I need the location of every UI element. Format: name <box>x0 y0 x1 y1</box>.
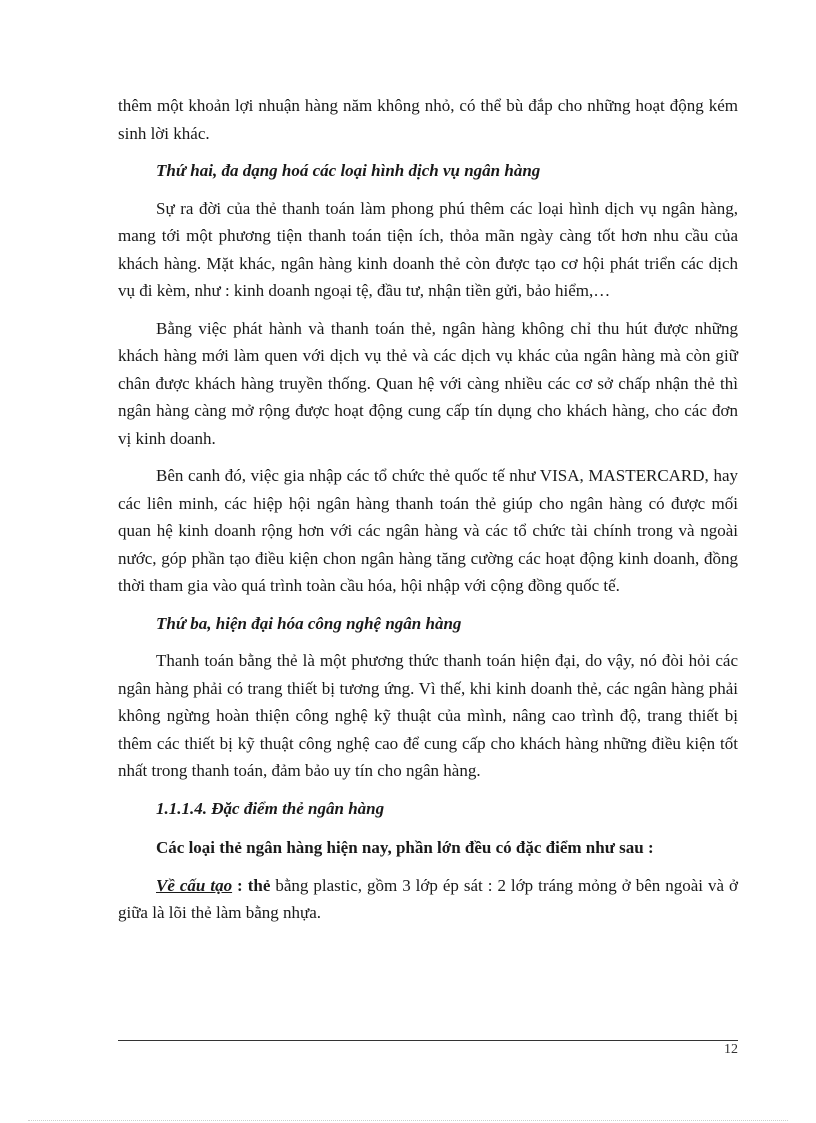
paragraph-customer-retention: Bằng việc phát hành và thanh toán thẻ, ngân hàng không chỉ thu hút được những khách hàng mới làm quen với dịch vụ thẻ và các dịch vụ khác của ngân hàng mà còn giữ chân được khách hàng truyền thống. Quan hệ với càng nhiều các cơ sở chấp nhận thẻ thì ngân hàng càng mở rộng được hoạt động cung cấp tín dụng cho khách hàng, cho các đơn vị kinh doanh. <box>118 318 738 448</box>
page-body <box>118 92 738 927</box>
subheading-third-point: Thứ ba, hiện đại hóa công nghệ ngân hàng <box>156 613 462 633</box>
paragraph-card-structure <box>118 872 738 927</box>
paragraph-card-features-intro: Các loại thẻ ngân hàng hiện nay, phần lớn đều có đặc điểm như sau : <box>156 838 654 857</box>
structure-description: bằng plastic, gồm 3 lớp ép sát : 2 lớp tráng mỏng ở bên ngoài và ở giữa là lõi thẻ làm bằng nhựa. <box>118 875 738 922</box>
subheading-second-point: Thứ hai, đa dạng hoá các loại hình dịch vụ ngân hàng <box>156 161 541 180</box>
footer-divider <box>118 1040 738 1041</box>
section-title-card-features: 1.1.1.4. Đặc điểm thẻ ngân hàng <box>156 798 385 818</box>
structure-label: Về cấu tạo <box>156 875 233 895</box>
structure-card-word: thẻ <box>247 875 271 895</box>
page-bottom-border <box>28 1120 788 1121</box>
structure-colon: : <box>232 875 248 895</box>
paragraph-continuation: thêm một khoản lợi nhuận hàng năm không nhỏ, có thể bù đắp cho những hoạt động kém sinh lời khác. <box>118 96 738 143</box>
page-number: 12 <box>724 1042 738 1057</box>
paragraph-service-diversity: Sự ra đời của thẻ thanh toán làm phong phú thêm các loại hình dịch vụ ngân hàng, mang tới một phương tiện thanh toán tiện ích, thỏa mãn ngày càng tốt hơn nhu cầu của khách hàng. Mặt khác, ngân hàng kinh doanh thẻ còn được tạo cơ hội phát triển các dịch vụ đi kèm, như : kinh doanh ngoại tệ, đầu tư, nhận tiền gửi, bảo hiểm,… <box>118 198 738 300</box>
paragraph-technology-modernization: Thanh toán bằng thẻ là một phương thức thanh toán hiện đại, do vậy, nó đòi hỏi các ngân hàng phải có trang thiết bị tương ứng. Vì thế, khi kinh doanh thẻ, các ngân hàng phải không ngừng hoàn thiện công nghệ kỹ thuật của mình, nâng cao trình độ, trang thiết bị thêm các thiết bị kỹ thuật công nghệ cao để cung cấp cho khách hàng những điều kiện tốt nhất trong thanh toán, đảm bảo uy tín cho ngân hàng. <box>118 651 738 780</box>
paragraph-international-organizations: Bên canh đó, việc gia nhập các tổ chức thẻ quốc tế như VISA, MASTERCARD, hay các liên minh, các hiệp hội ngân hàng thanh toán thẻ giúp cho ngân hàng có được mối quan hệ kinh doanh rộng hơn với các ngân hàng và các tổ chức tài chính trong và ngoài nước, góp phần tạo điều kiện chon ngân hàng tăng cường các hoạt động kinh doanh, đồng thời tham gia vào quá trình toàn cầu hóa, hội nhập với cộng đồng quốc tế. <box>118 466 738 595</box>
